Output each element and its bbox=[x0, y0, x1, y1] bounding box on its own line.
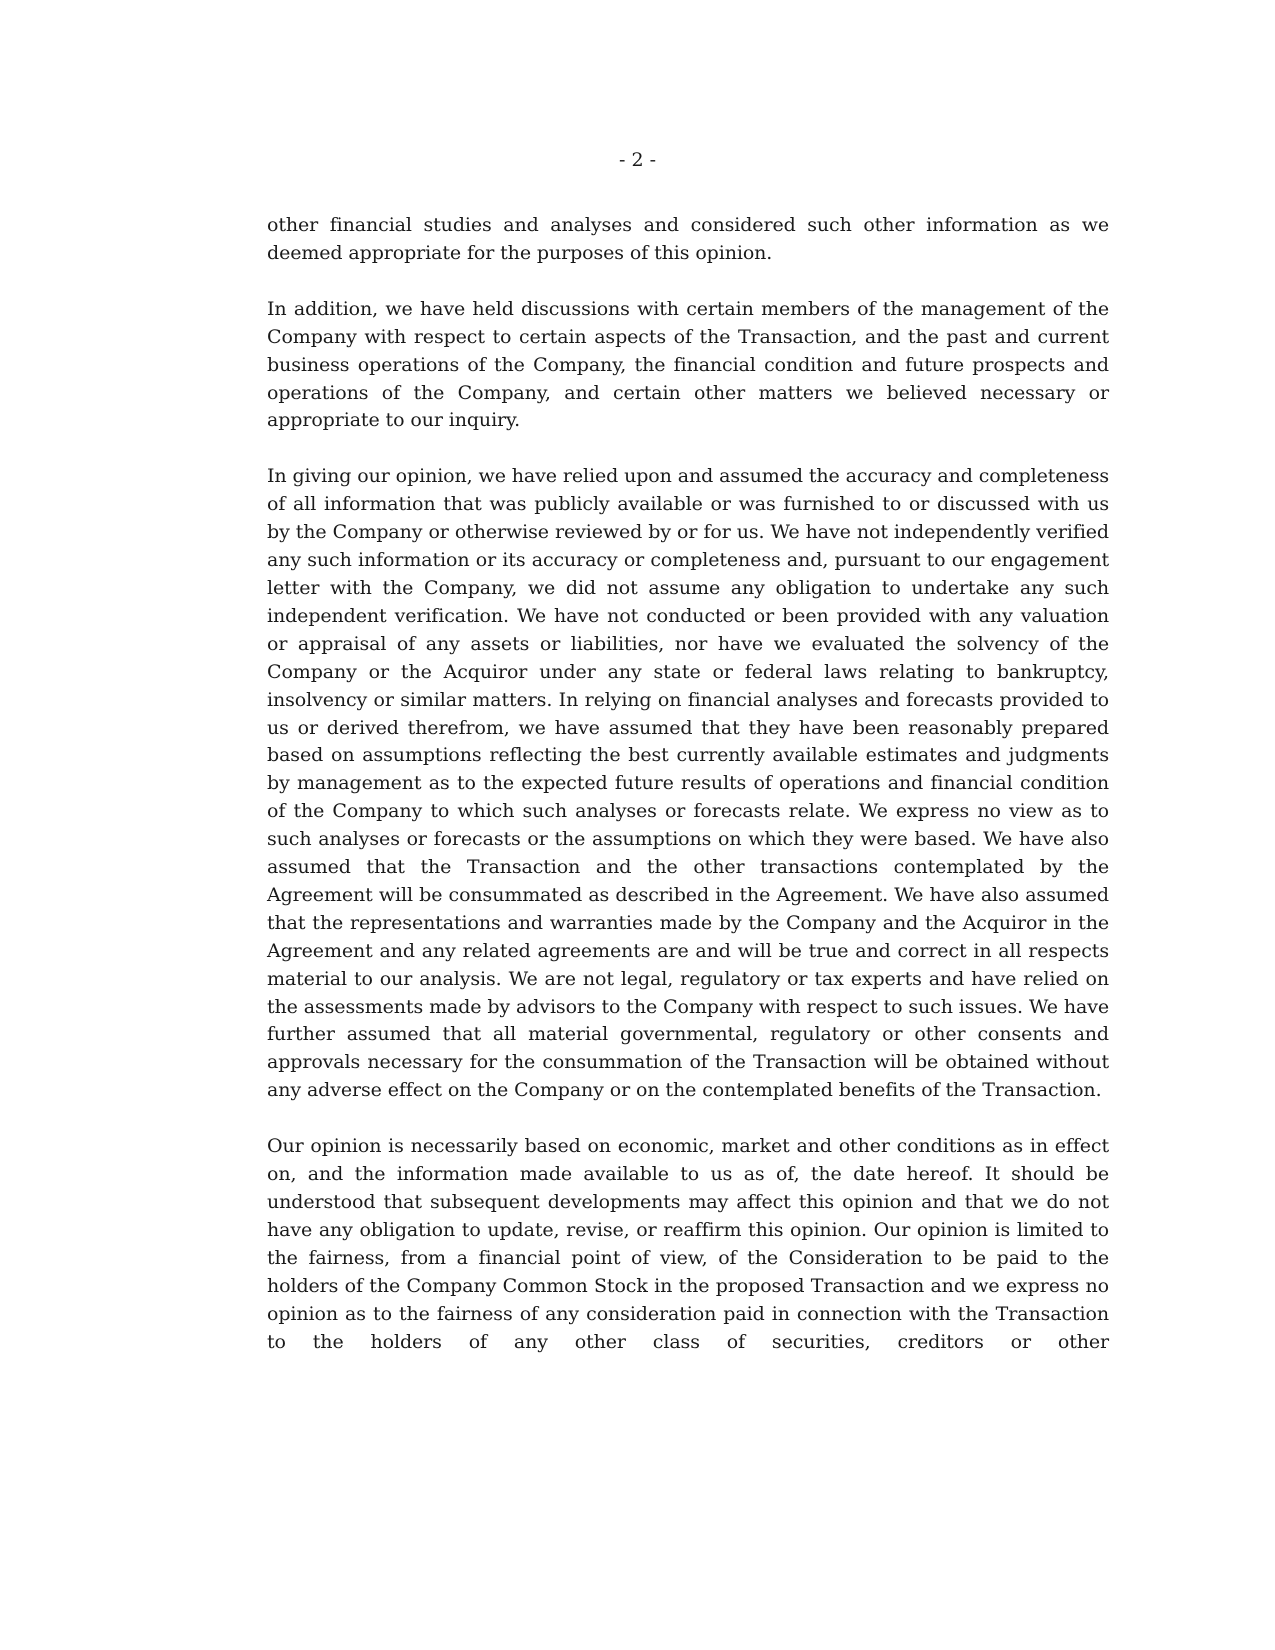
paragraph-1: other financial studies and analyses and considered such other information as we deemed appropriate for the purposes of this opinion. bbox=[267, 214, 1109, 264]
page-number: - 2 - bbox=[618, 149, 656, 171]
paragraph-4: Our opinion is necessarily based on economic, market and other conditions as in effect on, and the information made available to us as of, the date hereof. It should be understood that subsequent developments may affect this opinion and that we do not have any obligation to update, revise, or reaffirm this opinion. Our opinion is limited to the fairness, from a financial point of view, of the Consideration to be paid to the holders of the Company Common Stock in the proposed Transaction and we express no opinion as to the fairness of any consideration paid in connection with the Transaction to the holders of any other class of securities, creditors or other bbox=[267, 1135, 1109, 1353]
paragraph-2: In addition, we have held discussions with certain members of the management of the Company with respect to certain aspects of the Transaction, and the past and current business operations of the Company, the financial condition and future prospects and operations of the Company, and certain other matters we believed necessary or appropriate to our inquiry. bbox=[267, 297, 1109, 432]
paragraph-3: In giving our opinion, we have relied upon and assumed the accuracy and completeness of all information that was publicly available or was furnished to or discussed with us by the Company or otherwise reviewed by or for us. We have not independently verified any such information or its accuracy or completeness and, pursuant to our engagement letter with the Company, we did not assume any obligation to undertake any such independent verification. We have not conducted or been provided with any valuation or appraisal of any assets or liabilities, nor have we evaluated the solvency of the Company or the Acquiror under any state or federal laws relating to bankruptcy, insolvency or similar matters. In relying on financial analyses and forecasts provided to us or derived therefrom, we have assumed that they have been reasonably prepared based on assumptions reflecting the best currently available estimates and judgments by management as to the expected future results of operations and financial condition of the Company to which such analyses or forecasts relate. We express no view as to such analyses or forecasts or the assumptions on which they were based. We have also assumed that the Transaction and the other transactions contemplated by the Agreement will be consummated as described in the Agreement. We have also assumed that the representations and warranties made by the Company and the Acquiror in the Agreement and any related agreements are and will be true and correct in all respects material to our analysis. We are not legal, regulatory or tax experts and have relied on the assessments made by advisors to the Company with respect to such issues. We have further assumed that all material governmental, regulatory or other consents and approvals necessary for the consummation of the Transaction will be obtained without any adverse effect on the Company or on the contemplated benefits of the Transaction. bbox=[267, 465, 1109, 1102]
document-body bbox=[267, 212, 1109, 1384]
